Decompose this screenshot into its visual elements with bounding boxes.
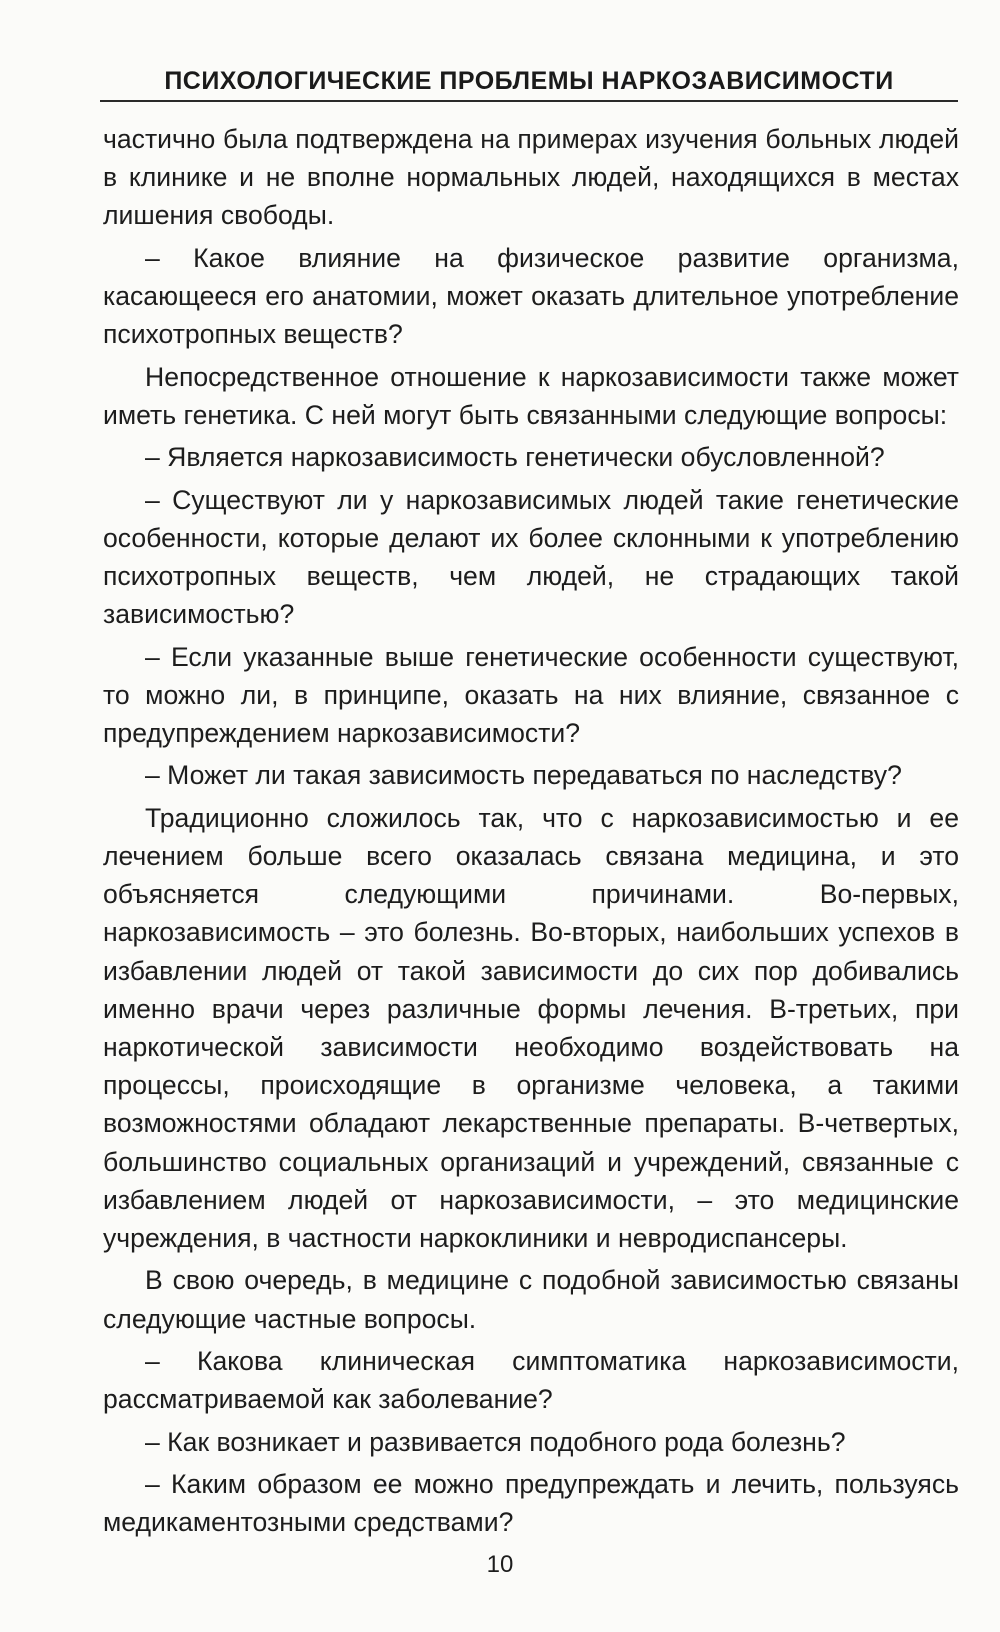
paragraph: – Каким образом ее можно предупреждать и лечить, пользуясь медикаментозными средствами? bbox=[103, 1468, 959, 1538]
paragraph: В свою очередь, в медицине с подобной зависимостью связаны следующие частные вопросы. bbox=[103, 1265, 959, 1334]
body-text bbox=[103, 120, 959, 1546]
paragraph: – Является наркозависимость генетически обусловленной? bbox=[145, 442, 885, 473]
paragraph: – Существуют ли у наркозависимых людей такие генетические особенности, которые делают их более склонными к употреблению психотропных веществ, чем людей, не страдающих такой зависимостью? bbox=[103, 484, 959, 630]
page-number: 10 bbox=[486, 1551, 514, 1578]
paragraph: – Если указанные выше генетические особенности существуют, то можно ли, в принципе, оказать на них влияние, связанное с предупреждением наркозависимости? bbox=[103, 641, 959, 748]
paragraph: – Какова клиническая симптоматика наркозависимости, рассматриваемой как заболевание? bbox=[103, 1345, 959, 1415]
running-title: ПСИХОЛОГИЧЕСКИЕ ПРОБЛЕМЫ НАРКОЗАВИСИМОСТИ bbox=[164, 67, 894, 95]
paragraph: – Какое влияние на физическое развитие организма, касающееся его анатомии, может оказать длительное употребление психотропных веществ? bbox=[103, 242, 959, 350]
paragraph: – Как возникает и развивается подобного рода болезнь? bbox=[145, 1426, 846, 1457]
paragraph: – Может ли такая зависимость передаваться по наследству? bbox=[145, 760, 902, 791]
paragraph: Традиционно сложилось так, что с наркозависимостью и ее лечением больше всего оказалась связана медицина, и это объясняется следующими причинами. Во-первых, наркозависимость – это болезнь. Во-вторых, наибольших успехов в избавлении людей от такой зависимости до сих пор добивались именно врачи через различные формы лечения. В-третьих, при наркотической зависимости необходимо воздействовать на процессы, происходящие в организме человека, а такими возможностями обладают лекарственные препараты. В-четвертых, большинство социальных организаций и учреждений, связанные с избавлением людей от наркозависимости, – это медицинские учреждения, в частности наркоклиники и невродиспансеры. bbox=[103, 802, 959, 1253]
paragraph: Непосредственное отношение к наркозависимости также может иметь генетика. С ней могут быть связанными следующие вопросы: bbox=[103, 361, 959, 430]
header-rule bbox=[100, 100, 958, 102]
paragraph: частично была подтверждена на примерах изучения больных людей в клинике и не вполне нормальных людей, находящихся в местах лишения свободы. bbox=[103, 124, 959, 231]
